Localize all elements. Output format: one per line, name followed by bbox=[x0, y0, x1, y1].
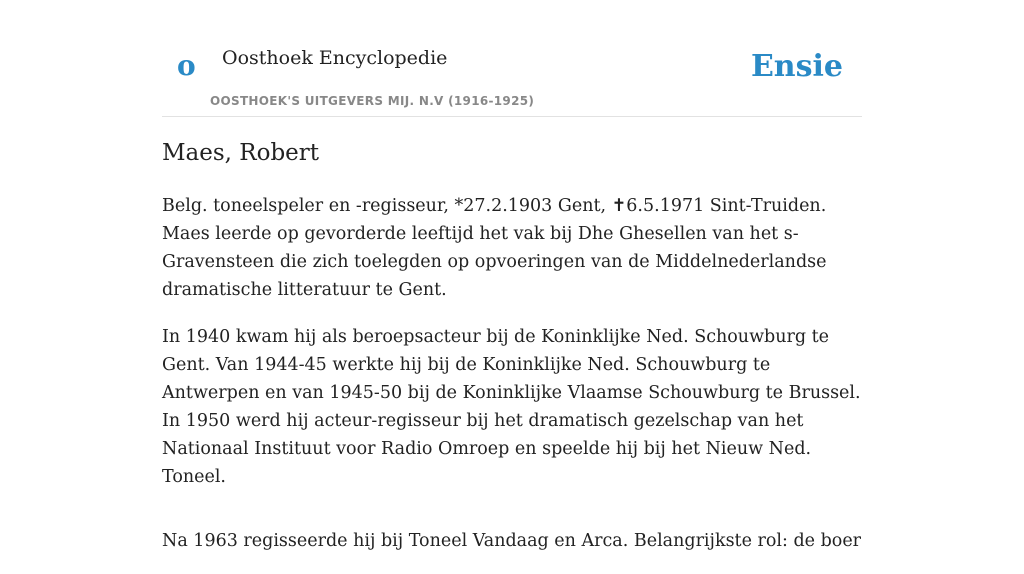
site-subtitle: OOSTHOEK'S UITGEVERS MIJ. N.V (1916-1925) bbox=[210, 94, 535, 108]
article-paragraph: Na 1963 regisseerde hij bij Toneel Vandaag en Arca. Belangrijkste rol: de boer bbox=[162, 531, 862, 551]
article-paragraph: In 1940 kwam hij als beroepsacteur bij de Koninklijke Ned. Schouwburg te Gent. Van 1944-45 werkte hij bij de Koninklijke Ned. Schouwburg te Antwerpen en van 1945-50 bij de Koninklijke Vlaamse Schouwburg te Brussel. In 1950 werd hij acteur-regisseur bij het dramatisch gezelschap van het Nationaal Instituut voor Radio Omroep en speelde hij bij het Nieuw Ned. Toneel. bbox=[162, 327, 861, 487]
site-header bbox=[162, 0, 862, 117]
page bbox=[162, 0, 862, 551]
article-body bbox=[162, 192, 862, 574]
article-paragraph: Belg. toneelspeler en -regisseur, *27.2.1903 Gent, ✝6.5.1971 Sint-Truiden. Maes leerde op gevorderde leeftijd het vak bij Dhe Ghesellen van het s-Gravensteen die zich toelegden op opvoeringen van de Middelnederlandse dramatische litteratuur te Gent. bbox=[162, 196, 827, 300]
article-title: Maes, Robert bbox=[162, 140, 320, 166]
site-logo[interactable]: o bbox=[177, 49, 196, 82]
site-title[interactable]: Oosthoek Encyclopedie bbox=[222, 47, 448, 69]
brand-logo[interactable]: Ensie bbox=[750, 49, 843, 84]
